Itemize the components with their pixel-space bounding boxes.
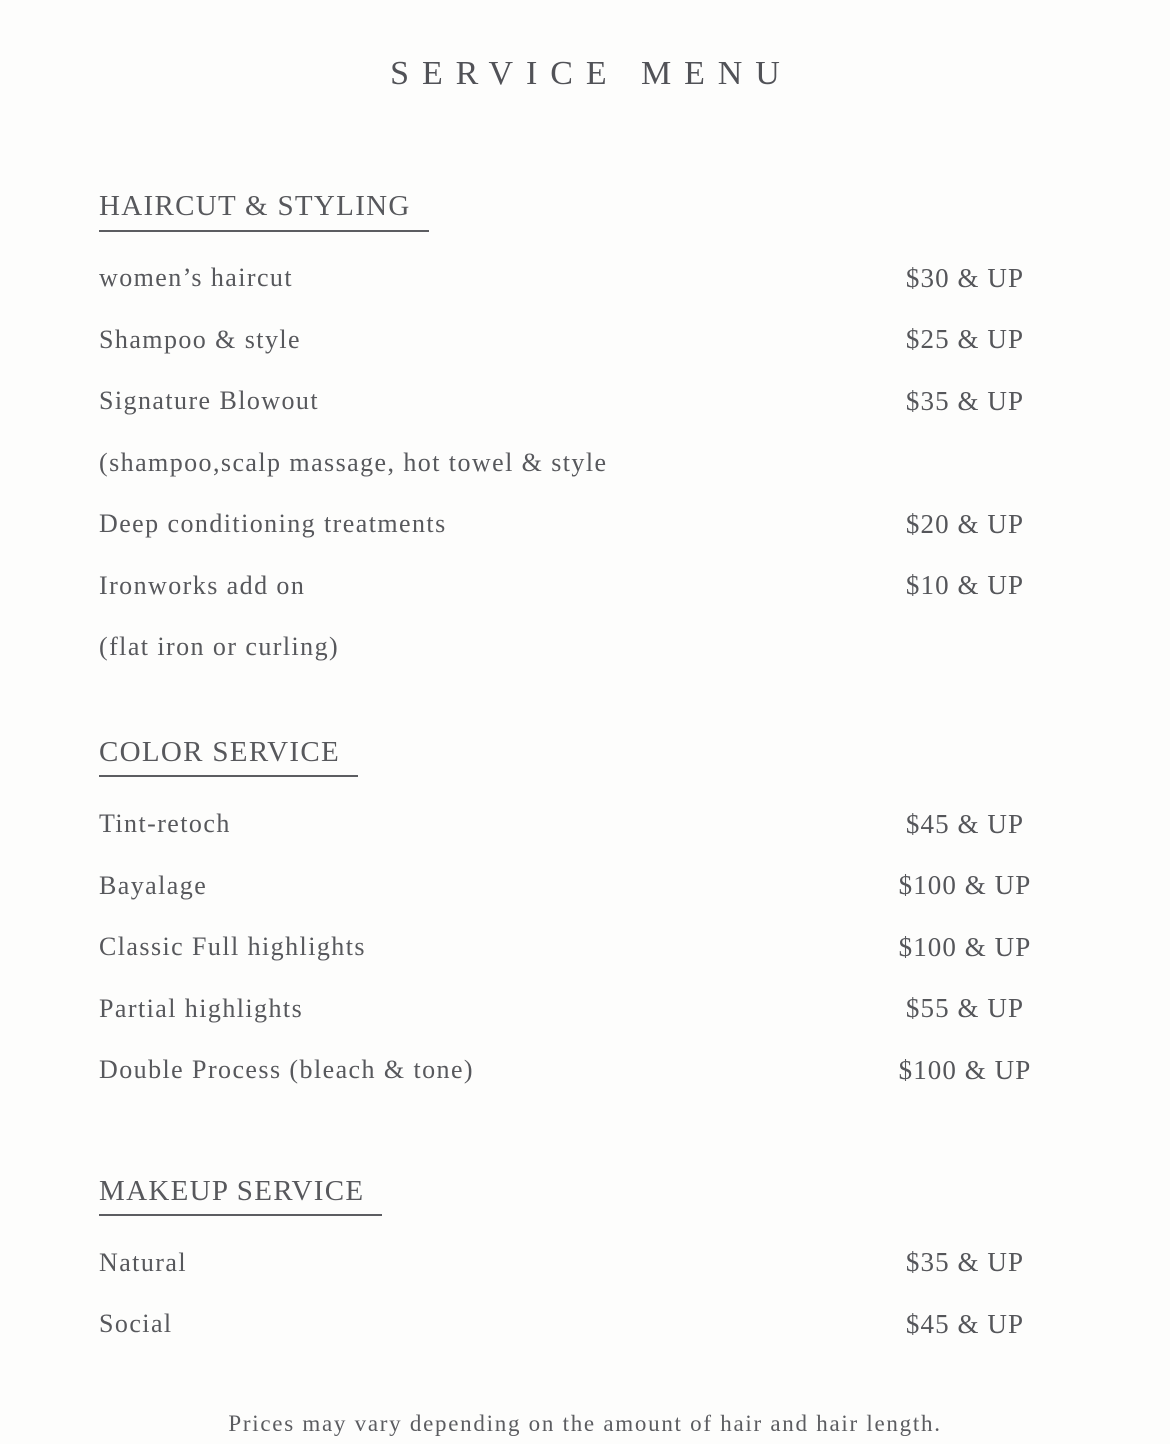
section-heading: HAIRCUT & STYLING <box>99 188 429 231</box>
menu-item-row <box>99 617 1070 679</box>
menu-item-row <box>99 248 1070 310</box>
menu-item-row <box>99 978 1070 1040</box>
menu-item-label: Deep conditioning treatments <box>99 509 447 539</box>
menu-item-label: Tint-retoch <box>99 809 231 839</box>
menu-item-label: Classic Full highlights <box>99 932 366 962</box>
menu-section <box>99 92 1070 678</box>
menu-item-price: $100 & UP <box>898 1054 1032 1085</box>
menu-item-price: $35 & UP <box>905 385 1025 416</box>
menu-item-label: Social <box>99 1309 173 1339</box>
menu-item-row <box>99 916 1070 978</box>
menu-item-row <box>99 371 1070 433</box>
menu-item-row <box>99 793 1070 855</box>
menu-item-label: (shampoo,scalp massage, hot towel & style <box>99 447 608 477</box>
menu-item-price: $45 & UP <box>905 808 1025 839</box>
menu-item-row <box>99 432 1070 494</box>
section-heading: MAKEUP SERVICE <box>99 1173 382 1216</box>
footer-note: Prices may vary depending on the amount of hair and hair length. <box>228 1411 942 1437</box>
page-title: SERVICE MENU <box>390 55 793 92</box>
menu-item-label: Shampoo & style <box>99 324 302 354</box>
menu-item-label: Ironworks add on <box>99 570 306 600</box>
menu-item-label: Double Process (bleach & tone) <box>99 1055 475 1085</box>
menu-item-row <box>99 1039 1070 1101</box>
menu-item-row <box>99 855 1070 917</box>
menu-item-price: $20 & UP <box>905 508 1025 539</box>
menu-body <box>0 92 1170 1355</box>
menu-item-row <box>99 309 1070 371</box>
menu-item-price: $55 & UP <box>905 993 1025 1024</box>
section-heading: COLOR SERVICE <box>99 734 358 777</box>
menu-item-label: Natural <box>99 1247 187 1277</box>
menu-item-price: $35 & UP <box>905 1247 1025 1278</box>
menu-item-label: Signature Blowout <box>99 386 320 416</box>
menu-item-label: (flat iron or curling) <box>99 632 340 662</box>
menu-item-price: $100 & UP <box>898 931 1032 962</box>
menu-item-row <box>99 494 1070 556</box>
menu-sections <box>99 92 1070 1355</box>
menu-item-label: Bayalage <box>99 870 208 900</box>
section-items <box>99 248 1070 679</box>
menu-item-label: women’s haircut <box>99 263 294 293</box>
menu-item-label: Partial highlights <box>99 993 304 1023</box>
menu-item-row <box>99 1294 1070 1356</box>
section-items <box>99 1232 1070 1355</box>
menu-item-price: $30 & UP <box>905 262 1025 293</box>
menu-item-price: $25 & UP <box>905 324 1025 355</box>
menu-item-row <box>99 555 1070 617</box>
menu-item-price: $45 & UP <box>905 1308 1025 1339</box>
menu-item-row <box>99 1232 1070 1294</box>
section-items <box>99 793 1070 1101</box>
menu-section <box>99 1101 1070 1355</box>
menu-section <box>99 678 1070 1101</box>
menu-item-price: $100 & UP <box>898 870 1032 901</box>
menu-item-price: $10 & UP <box>905 570 1025 601</box>
